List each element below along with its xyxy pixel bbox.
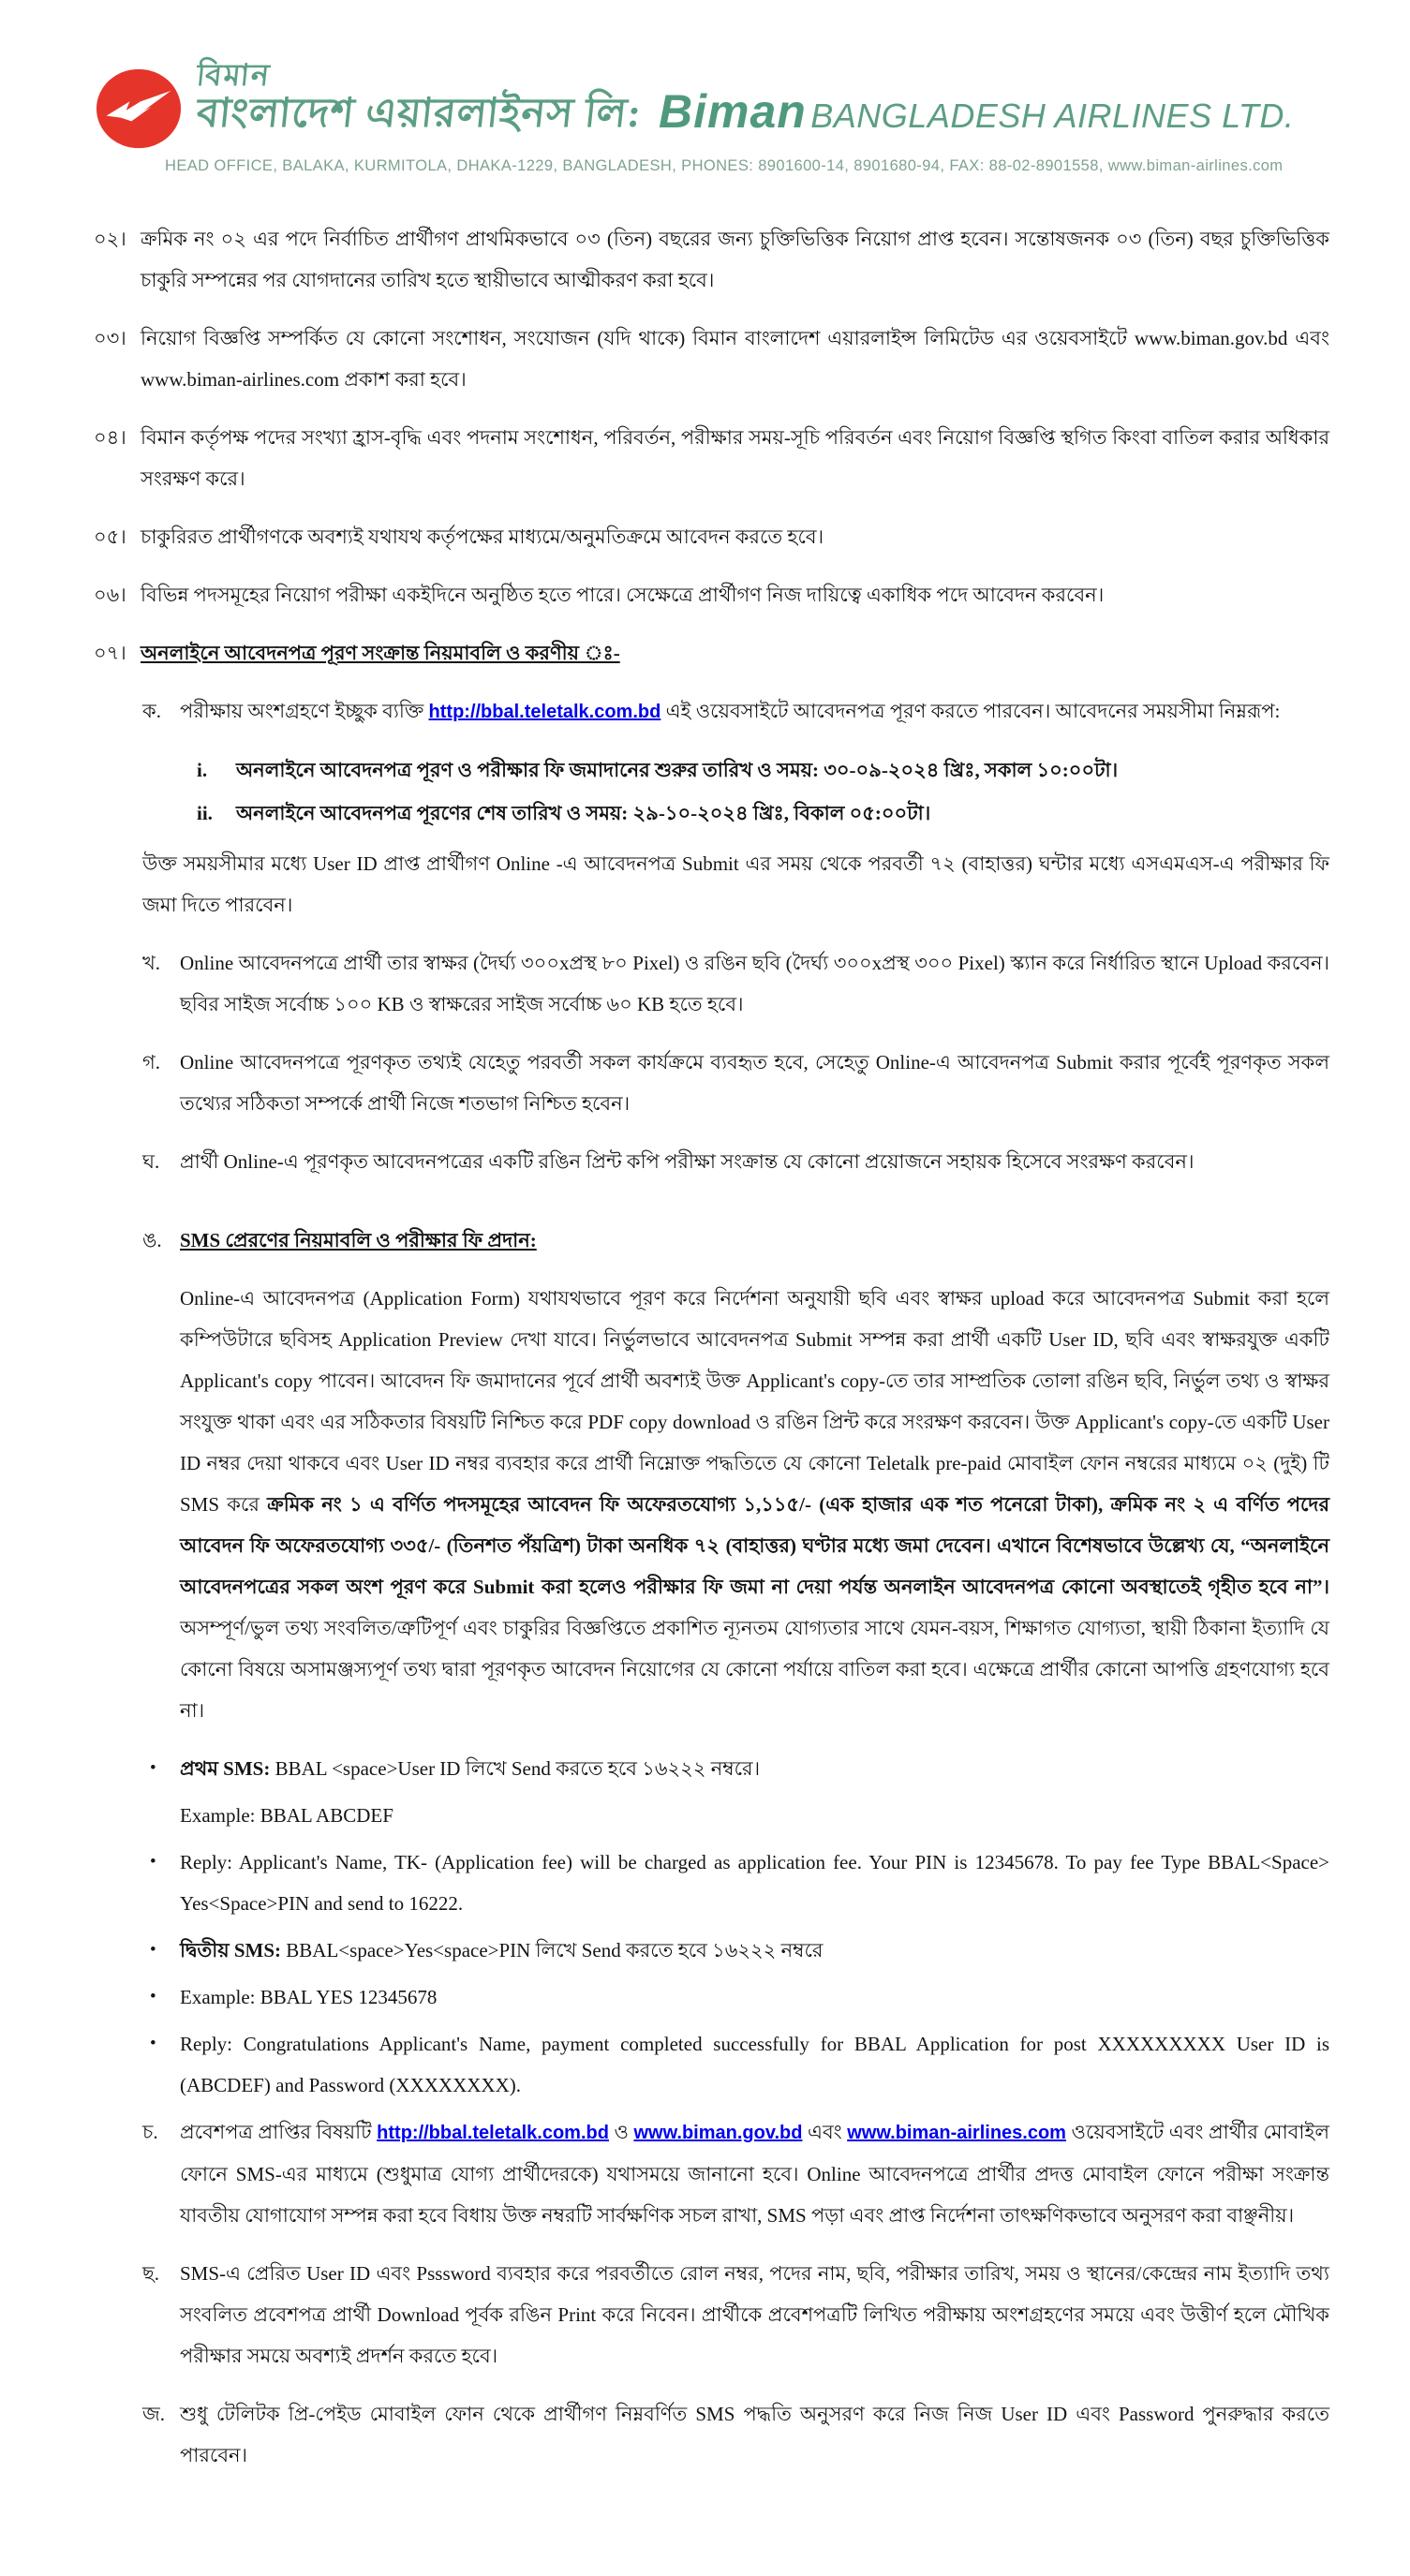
text-segment: প্রার্থী Online-এ পূরণকৃত আবেদনপত্রের একটি রঙিন প্রিন্ট কপি পরীক্ষা সংক্রান্ত যে কোনো প্রয়োজনে সহায়ক হিসেবে সংরক্ষণ করবেন। [180,1150,1195,1173]
item-marker: i. [197,759,208,781]
text-segment: Online-এ আবেদনপত্র (Application Form) যথাযথভাবে পূরণ করে নির্দেশনা অনুযায়ী ছবি এবং স্বাক্ষর upload করে আবেদনপত্র Submit করা হলে কম্পিউটারে ছবিসহ Application Preview দেখা যাবে। নির্ভুলভাবে আবেদনপত্র Submit সম্পন্ন করা প্রার্থী একটি User ID, ছবি এবং স্বাক্ষরযুক্ত একটি Applicant's copy পাবেন। আবেদন ফি জমাদানের পূর্বে প্রার্থী অবশ্যই উক্ত Applicant's copy-তে তার সাম্প্রতিক তোলা রঙিন ছবি, নির্ভুল তথ্য ও স্বাক্ষর সংযুক্ত থাকা এবং এর সঠিকতার বিষয়টি নিশ্চিত করে PDF copy download ও রঙিন প্রিন্ট করে সংরক্ষণ করবেন। উক্ত Applicant's copy-তে একটি User ID নম্বর দেয়া থাকবে এবং User ID নম্বর ব্যবহার করে প্রার্থী নিম্নোক্ত পদ্ধতিতে যে কোনো Teletalk pre-paid মোবাইল ফোন নম্বরের মাধ্যমে ০২ (দুই) টি SMS করে [180,1287,1329,1516]
notice-item-gha [94,1141,1329,1182]
text-segment: চাকুরিরত প্রার্থীগণকে অবশ্যই যথাযথ কর্তৃপক্ষের মাধ্যমে/অনুমতিক্রমে আবেদন করতে হবে। [141,526,824,548]
item-marker: ঘ. [142,1150,160,1173]
item-marker: গ. [142,1051,161,1073]
text-segment: Example: BBAL ABCDEF [180,1804,393,1827]
notice-item-uma-body [94,1278,1329,1731]
text-segment: Example: BBAL YES 12345678 [180,1986,438,2008]
text-segment: Reply: Congratulations Applicant's Name, payment completed successfully for BBAL Application for post XXXXXXXXX User ID is (ABCDEF) and Password (XXXXXXXX). [180,2033,1329,2096]
logo-row [94,60,1329,152]
item-marker: খ. [142,952,161,974]
bbal-teletalk-link-2[interactable]: http://bbal.teletalk.com.bd [377,2123,609,2143]
text-segment: প্রথম SMS: [180,1757,275,1780]
notice-item-07-heading [94,632,1329,674]
item-text [180,690,1329,733]
notice-item-uma-heading [94,1220,1329,1261]
item-text [180,2393,1329,2476]
notice-item-roman-ii [94,792,1329,834]
item-text [180,1976,1329,2018]
sms-example-second [94,1976,1329,2018]
item-text [180,2111,1329,2236]
brand-name: Biman [659,85,807,138]
text-segment: নিয়োগ বিজ্ঞপ্তি সম্পর্কিত যে কোনো সংশোধন, সংযোজন (যদি থাকে) বিমান বাংলাদেশ এয়ারলাইন্স লিমিটেড এর ওয়েবসাইটে [141,327,1135,349]
item-marker: চ. [142,2121,158,2143]
item-marker: • [150,2034,156,2053]
text-segment: SMS প্রেরণের নিয়মাবলি ও পরীক্ষার ফি প্রদান: [180,1229,537,1251]
item-text [141,417,1329,499]
item-text [141,318,1329,400]
text-segment: Online আবেদনপত্রে প্রার্থী তার স্বাক্ষর (দৈর্ঘ্য ৩০০xপ্রস্থ ৮০ Pixel) ও রঙিন ছবি (দৈর্ঘ্য ৩০০xপ্রস্থ ৩০০ Pixel) স্ক্যান করে নির্ধারিত স্থানে Upload করবেন। ছবির সাইজ সর্বোচ্চ ১০০ KB ও স্বাক্ষরের সাইজ সর্বোচ্চ ৬০ KB হতে হবে। [180,952,1329,1015]
item-text [180,1795,1329,1836]
notice-item-06 [94,574,1329,615]
item-text [236,749,1329,791]
item-marker: জ. [142,2403,166,2425]
notice-item-roman-i [94,749,1329,791]
item-marker: ii. [197,802,213,824]
item-text [180,1278,1329,1731]
text-segment: Online আবেদনপত্রে পূরণকৃত তথ্যই যেহেতু পরবর্তী সকল কার্যক্রমে ব্যবহৃত হবে, সেহেতু Online-এ আবেদনপত্র Submit করার পূর্বেই পূরণকৃত সকল তথ্যের সঠিকতা সম্পর্কে প্রার্থী নিজে শতভাগ নিশ্চিত হবেন। [180,1051,1329,1115]
item-text [180,1141,1329,1182]
item-marker: ক. [142,700,161,722]
text-segment: প্রকাশ করা হবে। [339,368,467,391]
brand-wordmark [659,84,1294,139]
biman-gov-link[interactable]: www.biman.gov.bd [633,2123,803,2143]
text-segment: বিমান কর্তৃপক্ষ পদের সংখ্যা হ্রাস-বৃদ্ধি এবং পদনাম সংশোধন, পরিবর্তন, পরীক্ষার সময়-সূচি পরিবর্তন এবং নিয়োগ বিজ্ঞপ্তি স্থগিত কিংবা বাতিল করার অধিকার সংরক্ষণ করে। [141,426,1329,490]
document-header [94,60,1329,175]
logo-bengali-wordmark [194,58,645,136]
item-marker: • [150,1758,156,1778]
text-segment: উক্ত সময়সীমার মধ্যে User ID প্রাপ্ত প্রার্থীগণ Online -এ আবেদনপত্র Submit এর সময় থেকে পরবর্তী ৭২ (বাহাত্তর) ঘন্টার মধ্যে এসএমএস-এ পরীক্ষার ফি জমা দিতে পারবেন। [142,852,1329,916]
text-segment: দ্বিতীয় SMS: [180,1939,287,1962]
notice-item-ka [94,690,1329,733]
text-segment: শুধু টেলিটক প্রি-পেইড মোবাইল ফোন থেকে প্রার্থীগণ নিম্নবর্ণিত SMS পদ্ধতি অনুসরণ করে নিজ নিজ User ID এবং Password পুনরুদ্ধার করতে পারবেন। [180,2403,1329,2466]
text-segment: অনলাইনে আবেদনপত্র পূরণ ও পরীক্ষার ফি জমাদানের শুরুর তারিখ ও সময়: ৩০-০৯-২০২৪ খ্রিঃ, সকাল ১০:০০টা। [236,759,1119,781]
document-body [94,218,1329,2476]
sms-example-first [94,1795,1329,1836]
notice-item-05 [94,516,1329,557]
item-text [180,1748,1329,1789]
text-segment: www.biman-airlines.com [141,368,340,391]
notice-item-cha [94,2111,1329,2236]
item-text [180,1220,1329,1261]
text-segment: এবং [802,2121,848,2143]
text-segment: অসম্পূর্ণ/ভুল তথ্য সংবলিত/ত্রুটিপূর্ণ এবং চাকুরির বিজ্ঞপ্তিতে প্রকাশিত ন্যূনতম যোগ্যতার সাথে যেমন-বয়স, শিক্ষাগত যোগ্যতা, স্থায়ী ঠিকানা ইত্যাদি যে কোনো বিষয়ে অসামঞ্জস্যপূর্ণ তথ্য দ্বারা পূরণকৃত আবেদন নিয়োগের যে কোনো পর্যায়ে বাতিল করা হবে। এক্ষেত্রে প্রার্থীর কোনো আপত্তি গ্রহণযোগ্য হবে না। [180,1617,1329,1722]
text-segment: অনলাইনে আবেদনপত্র পূরণের শেষ তারিখ ও সময়: ২৯-১০-২০২৪ খ্রিঃ, বিকাল ০৫:০০টা। [236,802,931,824]
item-marker: ০৪। [94,426,126,449]
item-marker: ঙ. [142,1229,162,1251]
notice-item-ja [94,2393,1329,2476]
notice-item-04 [94,417,1329,499]
text-segment: এই ওয়েবসাইটে আবেদনপত্র পূরণ করতে পারবেন। আবেদনের সময়সীমা নিম্নরূপ: [660,700,1281,722]
text-segment: অনলাইনে আবেদনপত্র পূরণ সংক্রান্ত নিয়মাবলি ও করণীয় ঃ- [141,642,620,664]
item-text [141,632,1329,674]
text-segment: ও [608,2121,634,2143]
text-segment: Reply: Applicant's Name, TK- (Application fee) will be charged as application fee. Your PIN is 12345678. To pay fee Type BBAL<Space> Yes<Space>PIN and send to 16222. [180,1851,1329,1915]
text-segment: ক্রমিক নং ১ এ বর্ণিত পদসমূহের আবেদন ফি অফেরতযোগ্য ১,১১৫/- (এক হাজার এক শত পনেরো টাকা), ক্রমিক নং ২ এ বর্ণিত পদের আবেদন ফি অফেরতযোগ্য ৩৩৫/- (তিনশত পঁয়ত্রিশ) টাকা অনধিক ৭২ (বাহাত্তর) ঘণ্টার মধ্যে জমা দেবেন। এখানে বিশেষভাবে উল্লেখ্য যে, “অনলাইনে আবেদনপত্রের সকল অংশ পূরণ করে Submit করা হলেও পরীক্ষার ফি জমা না দেয়া পর্যন্ত অনলাইন আবেদনপত্র কোনো অবস্থাতেই গৃহীত হবে না”। [180,1493,1330,1598]
notice-item-ka-continuation [94,843,1329,925]
item-text [180,1842,1329,1924]
item-marker: • [150,1987,156,2006]
text-segment: এবং [1287,327,1330,349]
item-marker: ০৭। [94,642,126,664]
notice-item-chha [94,2253,1329,2376]
text-segment: বিভিন্ন পদসমূহের নিয়োগ পরীক্ষা একইদিনে অনুষ্ঠিত হতে পারে। সেক্ষেত্রে প্রার্থীগণ নিজ দায়িত্বে একাধিক পদে আবেদন করবেন। [141,584,1105,606]
text-segment: www.biman.gov.bd [1134,327,1288,349]
item-marker: • [150,1852,156,1872]
text-segment: প্রবেশপত্র প্রাপ্তির বিষয়টি [180,2121,378,2143]
text-segment: BBAL <space>User ID লিখে Send করতে হবে ১৬২২২ নম্বরে। [275,1757,761,1780]
text-segment: পরীক্ষায় অংশগ্রহণে ইচ্ছুক ব্যক্তি [180,700,429,722]
text-segment: BBAL<space>Yes<space>PIN লিখে Send করতে হবে ১৬২২২ নম্বরে [286,1939,824,1962]
logo-bengali-line1: বিমান [195,58,274,92]
item-marker: ০৫। [94,526,126,548]
item-marker: • [150,1940,156,1960]
item-text [236,792,1329,834]
text-segment: ক্রমিক নং ০২ এর পদে নির্বাচিত প্রার্থীগণ প্রাথমিকভাবে ০৩ (তিন) বছরের জন্য চুক্তিভিত্তিক নিয়োগ প্রাপ্ত হবেন। সন্তোষজনক ০৩ (তিন) বছর চুক্তিভিত্তিক চাকুরি সম্পন্নের পর যোগদানের তারিখ হতে স্থায়ীভাবে আত্মীকরণ করা হবে। [141,228,1329,291]
item-marker: ছ. [142,2262,159,2285]
head-office-address: HEAD OFFICE, BALAKA, KURMITOLA, DHAKA-1229, BANGLADESH, PHONES: 8901600-14, 8901680-94, FAX: 88-02-8901558, www.biman-airlines.com [165,157,1284,174]
item-marker: ০৬। [94,584,126,606]
item-text [180,1042,1329,1124]
item-text [142,843,1329,925]
sms-reply-first [94,1842,1329,1924]
item-text [180,2253,1329,2376]
sms-step-first [94,1748,1329,1789]
item-text [141,574,1329,615]
item-text [180,942,1329,1025]
text-segment: ওয়েবসাইটে এবং প্রার্থীর মোবাইল ফোনে SMS-এর মাধ্যমে (শুধুমাত্র যোগ্য প্রার্থীদেরকে) যথাসময়ে জানানো হবে। Online আবেদনপত্রে প্রার্থীর প্রদত্ত মোবাইল ফোনে পরীক্ষা সংক্রান্ত যাবতীয় যোগাযোগ সম্পন্ন করা হবে বিধায় উক্ত নম্বরটি সার্বক্ষণিক সচল রাখা, SMS পড়া এবং প্রাপ্ত নির্দেশনা তাৎক্ষণিকভাবে অনুসরণ করা বাঞ্ছনীয়। [180,2121,1330,2227]
text-segment: SMS-এ প্রেরিত User ID এবং Psssword ব্যবহার করে পরবর্তীতে রোল নম্বর, পদের নাম, ছবি, পরীক্ষার তারিখ, সময় ও স্থানের/কেন্দ্রের নাম ইত্যাদি তথ্য সংবলিত প্রবেশপত্র প্রার্থী Download পূর্বক রঙিন Print করে নিবেন। প্রার্থীকে প্রবেশপত্রটি লিখিত পরীক্ষায় অংশগ্রহণের সময়ে এবং উত্তীর্ণ হলে মৌখিক পরীক্ষার সময়ে অবশ্যই প্রদর্শন করতে হবে। [180,2262,1329,2367]
notice-item-ga [94,1042,1329,1124]
brand-suffix: BANGLADESH AIRLINES LTD. [810,96,1295,135]
item-text [141,218,1329,301]
notice-item-kha [94,942,1329,1025]
notice-item-03 [94,318,1329,400]
biman-bird-logo-icon [94,66,184,152]
item-text [180,1930,1329,1971]
sms-reply-second [94,2023,1329,2106]
item-marker: ০৩। [94,327,126,349]
biman-airlines-link[interactable]: www.biman-airlines.com [847,2123,1066,2143]
bbal-teletalk-link[interactable]: http://bbal.teletalk.com.bd [428,702,661,722]
notice-item-02 [94,218,1329,301]
item-text [141,516,1329,557]
item-text [180,2023,1329,2106]
logo-bengali-line2: বাংলাদেশ এয়ারলাইনস লি: [194,92,645,136]
sms-step-second [94,1930,1329,1971]
item-marker: ০২। [94,228,126,250]
